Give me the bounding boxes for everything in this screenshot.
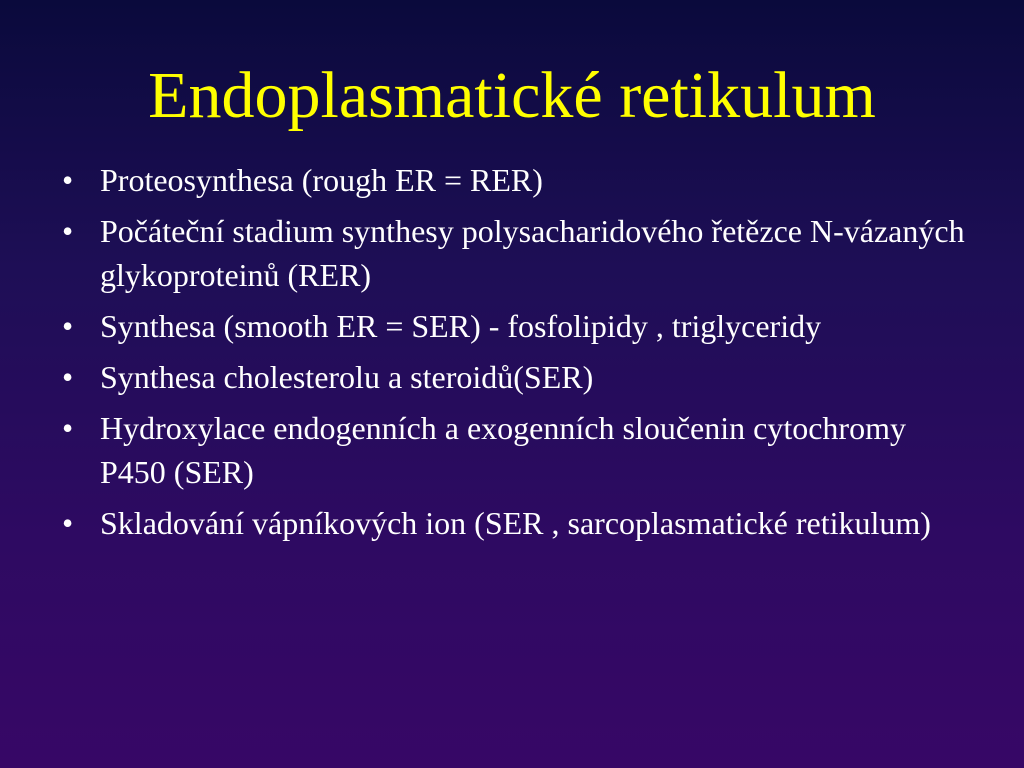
bullet-text: Synthesa cholesterolu a steroidů(SER) (100, 359, 594, 395)
bullet-item (58, 209, 978, 297)
slide-title: Endoplasmatické retikulum (148, 59, 876, 132)
bullet-text: Hydroxylace endogenních a exogenních sloučenin cytochromy P450 (SER) (100, 410, 906, 490)
bullet-item (58, 355, 978, 399)
bullet-item (58, 501, 978, 545)
bullet-icon: • (62, 162, 74, 198)
bullet-icon: • (62, 359, 74, 395)
bullet-text: Počáteční stadium synthesy polysacharidového řetězce N-vázaných glykoproteinů (RER) (100, 213, 965, 293)
bullet-text: Proteosynthesa (rough ER = RER) (100, 162, 543, 198)
bullet-item (58, 304, 978, 348)
bullet-icon: • (62, 410, 74, 446)
bullet-list (58, 158, 978, 552)
bullet-icon: • (62, 308, 74, 344)
bullet-text: Skladování vápníkových ion (SER , sarcoplasmatické retikulum) (100, 505, 931, 541)
bullet-text: Synthesa (smooth ER = SER) - fosfolipidy , triglyceridy (100, 308, 822, 344)
bullet-icon: • (62, 213, 74, 249)
bullet-item (58, 406, 978, 494)
bullet-item (58, 158, 978, 202)
bullet-icon: • (62, 505, 74, 541)
